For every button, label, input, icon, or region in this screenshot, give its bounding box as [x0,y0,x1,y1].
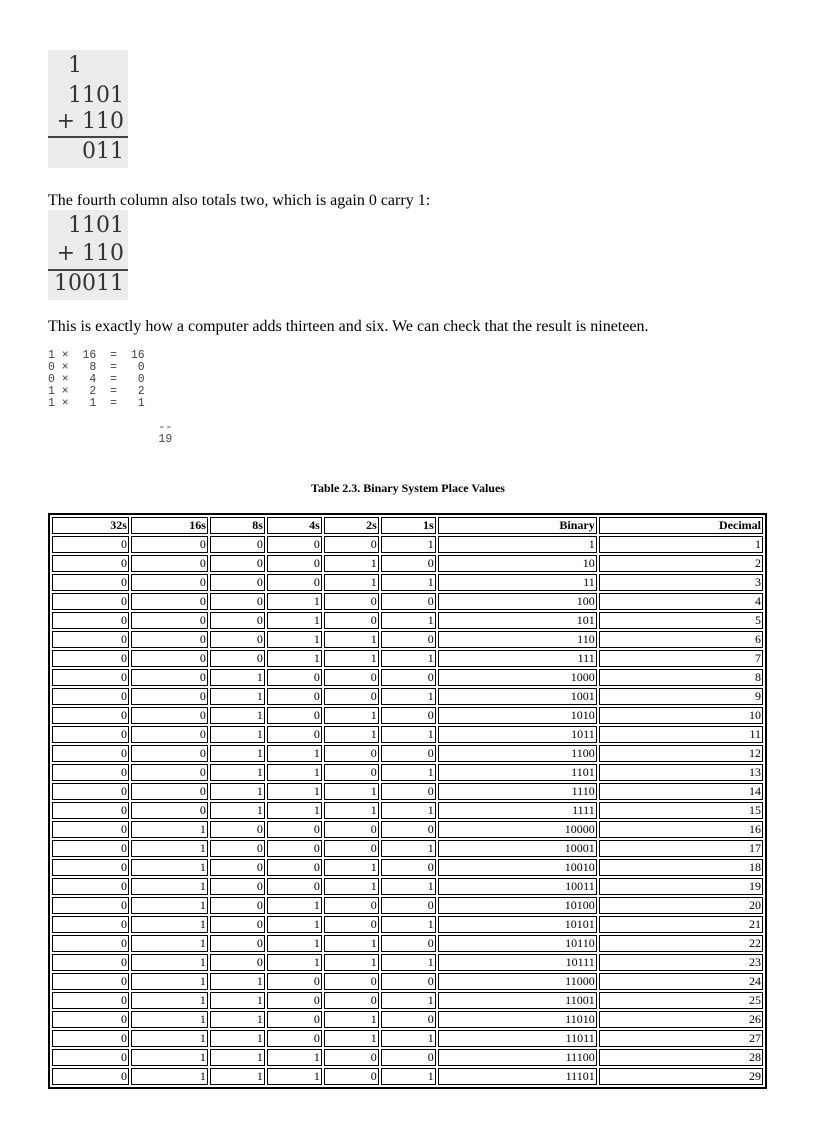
table-row [52,536,763,553]
table-cell: 0 [131,574,208,591]
table-cell: 1 [210,1011,265,1028]
table-cell: 0 [210,840,265,857]
table-cell: 10 [599,707,763,724]
table-cell: 1 [324,1030,379,1047]
table-cell: 11 [438,574,597,591]
table-cell: 0 [52,593,129,610]
table-cell: 1 [599,536,763,553]
table-cell: 1 [267,1049,322,1066]
table-cell: 1 [267,650,322,667]
table-cell: 1 [267,897,322,914]
table-cell: 101 [438,612,597,629]
table-cell: 0 [324,593,379,610]
table-cell: 20 [599,897,763,914]
table-row [52,840,763,857]
table-cell: 0 [267,707,322,724]
table-cell: 23 [599,954,763,971]
table-cell: 0 [52,669,129,686]
table-cell: 0 [52,536,129,553]
table-row [52,669,763,686]
table-cell: 13 [599,764,763,781]
table-cell: 22 [599,935,763,952]
table-cell: 0 [52,916,129,933]
table-cell: 25 [599,992,763,1009]
addend-top: 1101 [68,83,124,108]
table-cell: 1 [381,1030,436,1047]
table-cell: 0 [52,612,129,629]
table-cell: 1 [210,973,265,990]
table-row [52,783,763,800]
table-cell: 0 [210,897,265,914]
table-cell: 1 [210,1030,265,1047]
table-cell: 10101 [438,916,597,933]
table-cell: 1 [267,783,322,800]
table-cell: 1 [324,878,379,895]
table-cell: 0 [267,1011,322,1028]
table-cell: 21 [599,916,763,933]
table-cell: 1010 [438,707,597,724]
table-cell: 10011 [438,878,597,895]
check-line: 1 × 2 = 2 [48,385,145,398]
check-line: -- [48,421,173,434]
table-row [52,593,763,610]
table-row [52,1030,763,1047]
table-cell: 1 [381,650,436,667]
addend-bottom: + 110 [56,241,124,266]
table-cell: 29 [599,1068,763,1085]
table-header-row [52,517,763,534]
table-cell: 10001 [438,840,597,857]
table-cell: 27 [599,1030,763,1047]
table-cell: 11100 [438,1049,597,1066]
table-cell: 0 [131,707,208,724]
table-cell: 1 [131,878,208,895]
table-cell: 0 [52,859,129,876]
table-cell: 0 [52,574,129,591]
table-row [52,650,763,667]
table-cell: 0 [52,897,129,914]
table-cell: 1 [324,783,379,800]
addition-figure-partial [48,50,128,168]
table-cell: 1 [381,536,436,553]
table-cell: 1 [381,688,436,705]
table-cell: 1 [210,764,265,781]
table-cell: 1 [381,574,436,591]
table-cell: 0 [267,973,322,990]
check-line: 0 × 8 = 0 [48,361,145,374]
table-cell: 0 [324,536,379,553]
table-row [52,707,763,724]
table-cell: 5 [599,612,763,629]
table-cell: 8 [599,669,763,686]
table-cell: 11 [599,726,763,743]
table-cell: 1 [324,650,379,667]
table-cell: 1 [381,726,436,743]
table-cell: 0 [131,555,208,572]
table-cell: 1 [267,631,322,648]
table-cell: 0 [324,612,379,629]
column-header: Decimal [599,517,763,534]
table-cell: 1 [324,1011,379,1028]
table-cell: 0 [324,1049,379,1066]
table-cell: 1110 [438,783,597,800]
table-cell: 15 [599,802,763,819]
table-cell: 0 [267,669,322,686]
table-cell: 1 [210,802,265,819]
table-cell: 17 [599,840,763,857]
place-value-check [48,350,172,446]
table-cell: 0 [52,802,129,819]
table-cell: 1 [131,1068,208,1085]
table-cell: 0 [324,992,379,1009]
table-cell: 1 [381,992,436,1009]
column-header: 4s [267,517,322,534]
table-cell: 1 [131,1049,208,1066]
table-cell: 1 [267,935,322,952]
table-cell: 10000 [438,821,597,838]
table-cell: 1 [210,1068,265,1085]
table-row [52,897,763,914]
table-cell: 0 [210,574,265,591]
table-cell: 0 [381,859,436,876]
table-row [52,916,763,933]
table-cell: 1 [324,935,379,952]
table-cell: 1011 [438,726,597,743]
column-header: 1s [381,517,436,534]
table-cell: 0 [52,1030,129,1047]
table-row [52,935,763,952]
table-cell: 0 [131,669,208,686]
table-cell: 19 [599,878,763,895]
table-cell: 1 [324,574,379,591]
table-cell: 0 [381,1049,436,1066]
table-row [52,1049,763,1066]
table-cell: 0 [210,593,265,610]
table-cell: 0 [267,1030,322,1047]
table-cell: 0 [52,935,129,952]
table-cell: 1 [381,1068,436,1085]
table-row [52,878,763,895]
table-cell: 0 [381,783,436,800]
table-cell: 16 [599,821,763,838]
table-cell: 0 [210,536,265,553]
table-cell: 10110 [438,935,597,952]
table-cell: 1 [381,612,436,629]
table-cell: 0 [267,859,322,876]
table-cell: 0 [131,612,208,629]
table-cell: 1 [131,1030,208,1047]
table-cell: 0 [210,878,265,895]
table-cell: 0 [267,726,322,743]
table-cell: 1 [267,1068,322,1085]
addition-figure-final [48,210,128,300]
table-cell: 0 [324,821,379,838]
table-cell: 0 [52,992,129,1009]
table-cell: 1101 [438,764,597,781]
table-cell: 0 [131,688,208,705]
table-cell: 0 [381,745,436,762]
table-row [52,1068,763,1085]
table-cell: 0 [131,802,208,819]
table-cell: 0 [324,745,379,762]
table-cell: 1 [131,954,208,971]
table-cell: 0 [267,992,322,1009]
table-cell: 1 [267,764,322,781]
table-row [52,992,763,1009]
table-cell: 11011 [438,1030,597,1047]
column-header: Binary [438,517,597,534]
addend-top: 1101 [68,213,124,238]
table-cell: 0 [267,574,322,591]
table-cell: 0 [52,707,129,724]
table-cell: 11010 [438,1011,597,1028]
table-cell: 24 [599,973,763,990]
table-cell: 1 [381,840,436,857]
table-cell: 0 [131,726,208,743]
table-cell: 1 [324,859,379,876]
table-row [52,574,763,591]
table-row [52,631,763,648]
table-cell: 1 [210,707,265,724]
table-cell: 1 [131,840,208,857]
column-header: 2s [324,517,379,534]
table-cell: 0 [267,821,322,838]
addend-bottom: + 110 [56,109,124,134]
table-caption: Table 2.3. Binary System Place Values [311,481,505,495]
table-cell: 0 [324,840,379,857]
table-cell: 0 [52,745,129,762]
table-row [52,726,763,743]
table-row [52,954,763,971]
table-cell: 0 [52,764,129,781]
table-row [52,688,763,705]
table-row [52,821,763,838]
table-cell: 2 [599,555,763,572]
table-cell: 0 [267,878,322,895]
carry-digit: 1 [68,53,82,78]
table-cell: 0 [131,631,208,648]
final-result: 10011 [54,271,124,296]
table-cell: 0 [52,1049,129,1066]
table-cell: 1 [381,916,436,933]
table-cell: 0 [210,935,265,952]
table-cell: 1 [267,802,322,819]
table-cell: 1 [210,783,265,800]
table-cell: 1 [267,916,322,933]
table-row [52,555,763,572]
table-cell: 0 [381,821,436,838]
table-cell: 0 [324,688,379,705]
table-cell: 1 [210,745,265,762]
table-cell: 0 [210,916,265,933]
table-cell: 0 [210,631,265,648]
table-cell: 0 [381,897,436,914]
table-cell: 0 [52,821,129,838]
table-cell: 1 [210,1049,265,1066]
table-cell: 1 [324,802,379,819]
table-cell: 0 [381,593,436,610]
paragraph-check: This is exactly how a computer adds thirteen and six. We can check that the result is nineteen. [48,318,649,335]
table-cell: 0 [131,764,208,781]
table-row [52,802,763,819]
table-cell: 0 [131,536,208,553]
table-cell: 0 [210,555,265,572]
table-cell: 0 [210,612,265,629]
check-line: 19 [48,433,173,446]
table-cell: 11000 [438,973,597,990]
table-cell: 4 [599,593,763,610]
table-cell: 0 [324,897,379,914]
table-cell: 0 [210,650,265,667]
table-cell: 1 [131,821,208,838]
table-cell: 1 [324,726,379,743]
table-cell: 0 [324,764,379,781]
table-cell: 0 [324,973,379,990]
table-cell: 1 [267,745,322,762]
table-cell: 14 [599,783,763,800]
table-cell: 0 [267,536,322,553]
table-cell: 0 [210,859,265,876]
table-cell: 1 [210,688,265,705]
table-cell: 1111 [438,802,597,819]
column-header: 32s [52,517,129,534]
table-cell: 1 [381,954,436,971]
column-header: 16s [131,517,208,534]
table-cell: 1 [131,973,208,990]
table-cell: 1 [131,1011,208,1028]
paragraph-fourth-column: The fourth column also totals two, which is again 0 carry 1: [48,192,431,209]
table-cell: 1001 [438,688,597,705]
table-cell: 1 [324,631,379,648]
table-cell: 0 [131,783,208,800]
table-cell: 0 [381,631,436,648]
table-cell: 1100 [438,745,597,762]
table-cell: 18 [599,859,763,876]
table-cell: 0 [52,688,129,705]
table-row [52,745,763,762]
table-cell: 110 [438,631,597,648]
table-row [52,612,763,629]
table-cell: 0 [210,821,265,838]
table-row [52,764,763,781]
table-cell: 0 [324,1068,379,1085]
table-cell: 0 [52,726,129,743]
table-cell: 0 [324,916,379,933]
table-cell: 0 [267,840,322,857]
table-cell: 0 [381,973,436,990]
check-line: 1 × 1 = 1 [48,397,145,410]
column-header: 8s [210,517,265,534]
table-cell: 0 [267,555,322,572]
table-row [52,1011,763,1028]
table-cell: 26 [599,1011,763,1028]
table-cell: 0 [381,1011,436,1028]
table-cell: 0 [381,707,436,724]
table-cell: 0 [131,593,208,610]
table-cell: 0 [324,669,379,686]
table-cell: 11101 [438,1068,597,1085]
table-cell: 1 [324,707,379,724]
table-cell: 1 [131,859,208,876]
table-cell: 0 [52,650,129,667]
table-cell: 1 [210,992,265,1009]
table-row [52,859,763,876]
table-cell: 0 [267,688,322,705]
table-cell: 7 [599,650,763,667]
table-cell: 1 [324,555,379,572]
table-cell: 1 [267,954,322,971]
table-cell: 0 [52,878,129,895]
table-cell: 1 [131,935,208,952]
place-values-table [48,513,767,1089]
table-cell: 10111 [438,954,597,971]
table-cell: 28 [599,1049,763,1066]
table-cell: 1 [131,897,208,914]
table-cell: 0 [52,954,129,971]
table-cell: 11001 [438,992,597,1009]
table-cell: 1 [381,764,436,781]
table-cell: 0 [131,745,208,762]
table-cell: 6 [599,631,763,648]
table-cell: 0 [52,631,129,648]
table-cell: 1 [381,802,436,819]
table-cell: 1 [131,916,208,933]
table-cell: 0 [381,935,436,952]
table-cell: 10010 [438,859,597,876]
partial-result: 011 [82,139,124,164]
table-cell: 0 [381,669,436,686]
check-line: 1 × 16 = 16 [48,349,145,362]
table-cell: 0 [381,555,436,572]
check-line: 0 × 4 = 0 [48,373,145,386]
sum-rule [48,136,128,138]
table-cell: 3 [599,574,763,591]
table-cell: 0 [52,1011,129,1028]
table-cell: 100 [438,593,597,610]
table-cell: 1 [131,992,208,1009]
table-cell: 0 [52,1068,129,1085]
table-cell: 1000 [438,669,597,686]
table-cell: 1 [210,669,265,686]
table-cell: 1 [267,593,322,610]
table-cell: 1 [267,612,322,629]
table-cell: 1 [324,954,379,971]
table-cell: 9 [599,688,763,705]
table-cell: 1 [438,536,597,553]
table-cell: 1 [210,726,265,743]
table-cell: 0 [131,650,208,667]
table-cell: 1 [381,878,436,895]
table-cell: 12 [599,745,763,762]
table-cell: 0 [52,973,129,990]
table-cell: 10 [438,555,597,572]
table-cell: 111 [438,650,597,667]
table-cell: 0 [52,555,129,572]
table-row [52,973,763,990]
table-cell: 0 [52,783,129,800]
table-cell: 10100 [438,897,597,914]
table-cell: 0 [52,840,129,857]
table-cell: 0 [210,954,265,971]
